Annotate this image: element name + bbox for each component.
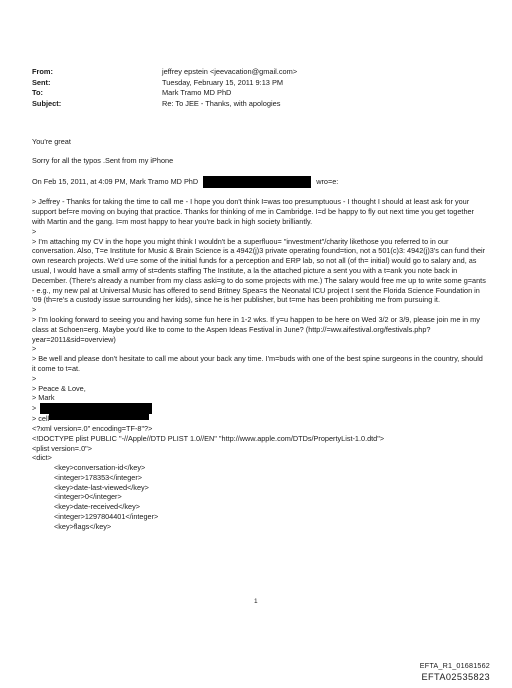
- subject-value: Re: To JEE - Thanks, with apologies: [162, 98, 281, 108]
- quoted-paragraph: > I'm looking forward to seeing you and having some fun here in 1-2 wks. If y=u happen to be here on Wed 3/2 or 3/9, please join me in my class at Schoen=erg. Maybe you'd like to come to the Aspen Ideas Festival in June? (http://=ww.aifestival.org/festivals.php?year=2011&sid=overview): [32, 314, 480, 344]
- to-value: Mark Tramo MD PhD: [162, 88, 232, 98]
- xml-line: <integer>1297804401</integer>: [54, 512, 159, 522]
- sent-value: Tuesday, February 15, 2011 9:13 PM: [162, 77, 284, 87]
- from-label: From:: [32, 67, 53, 76]
- xml-line: <key>conversation-id</key>: [54, 463, 146, 473]
- xml-line: <key>flags</key>: [54, 521, 112, 531]
- redaction-box: [203, 176, 311, 188]
- quote-intro-text: On Feb 15, 2011, at 4:09 PM, Mark Tramo MD PhD: [32, 176, 199, 186]
- xml-line: <integer>178353</integer>: [54, 472, 143, 482]
- subject-label: Subject:: [32, 98, 62, 108]
- sent-label: Sent:: [32, 77, 51, 87]
- page-number: 1: [254, 598, 258, 605]
- quoted-paragraph: > Be well and please don't hesitate to call me about your back any time. I'm=buds with one of the best spine surgeons in the country, should it come to t=at.: [32, 354, 483, 373]
- body-line: Sorry for all the typos .Sent from my iPhone: [32, 156, 174, 166]
- xml-line: <key>date-last-viewed</key>: [54, 482, 149, 492]
- email-body: [32, 137, 488, 532]
- sent-row: [32, 78, 297, 89]
- xml-line: <?xml version=.0" encoding=TF-8"?>: [32, 423, 153, 433]
- quoted-paragraph: > Jeffrey - Thanks for taking the time to call me - I hope you don't think I=was too presumptuous - I thought I should at least ask for your support bef=re moving on buying that practice. Thanks for thinking of me in Cambridge. I=d be happy to fly out next time you get together with Martin and the gang. I=m most happy to hear you're back in high society brilliantly.: [32, 197, 474, 226]
- email-header: [32, 67, 297, 109]
- quote-marker: >: [32, 344, 37, 354]
- quote-marker: >: [32, 403, 37, 413]
- cell-label: > cell: [32, 414, 50, 424]
- xml-line: <!DOCTYPE plist PUBLIC "-//Apple//DTD PLIST 1.0//EN" "http://www.apple.com/DTDs/PropertyList-1.0.dtd">: [32, 433, 385, 443]
- xml-line: <dict>: [32, 453, 52, 463]
- subject-row: [32, 99, 297, 110]
- from-row: [32, 67, 297, 78]
- xml-line: <integer>0</integer>: [54, 492, 122, 502]
- xml-line: <plist version=.0">: [32, 443, 92, 453]
- quote-marker: >: [32, 305, 37, 315]
- to-label: To:: [32, 88, 43, 98]
- body-line: You're great: [32, 137, 71, 146]
- signoff-line: > Peace & Love,: [32, 383, 86, 393]
- quoted-paragraph: > I'm attaching my CV in the hope you might think I wouldn't be a superfluou= "investment"/charity likethose you referred to in our conversation. Also, T=e Institute for Music & Brain Science is a 4942(j)3 private operating found=tion, not a 501(c)3: 4942(j)3's can fund their own research projects. We'd u=e some of the initial funds for a perception and ERP lab, so not all (of th= initial) would go to salary and, as usual, I would have a small army of st=dents staffing The Institute, a la the attached picture a sent you with a t=ank you note back in December. (There's already a number from my class aski=g to do some projects with me.) The salary would free me up to write some g=ants - e.g., my new pal at Universal Music has offered to send Britney Spea=s the Neonatal ICU project I sent the Florida Science Foundation in '09 (th=re's a custody issue surrounding her kids), since he is her publisher, but t=me has been prohibiting me from pursuing it.: [32, 236, 486, 305]
- quote-marker: >: [32, 373, 37, 383]
- quote-marker: >: [32, 226, 37, 236]
- efta-stamp-large: EFTA02535823: [421, 672, 490, 682]
- quote-intro-suffix: wro=e:: [316, 176, 339, 186]
- cell-line: [32, 414, 488, 424]
- quote-intro-line: [32, 176, 488, 188]
- to-row: [32, 88, 297, 99]
- signoff-name: > Mark: [32, 393, 55, 403]
- from-value: jeffrey epstein <jeevacation@gmail.com>: [162, 67, 298, 76]
- xml-line: <key>date-received</key>: [54, 502, 140, 512]
- efta-stamp-small: EFTA_R1_01681562: [419, 661, 490, 670]
- redaction-box: [49, 410, 149, 420]
